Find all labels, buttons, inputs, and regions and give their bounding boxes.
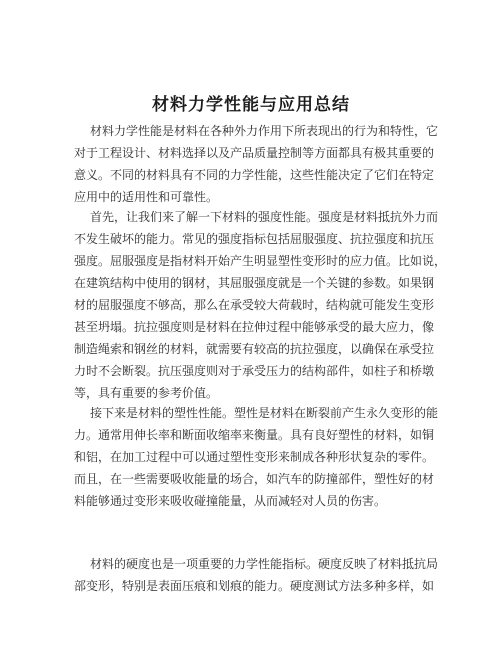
text-line: 意义。不同的材料具有不同的力学性能，这些性能决定了它们在特定 bbox=[74, 168, 435, 182]
text-line: 在建筑结构中使用的钢材，其屈服强度就是一个关键的参数。如果钢 bbox=[74, 276, 435, 290]
text-line: 部变形，特别是表面压痕和划痕的能力。硬度测试方法多种多样，如 bbox=[74, 579, 435, 593]
text-line: 应用中的适用性和可靠性。 bbox=[74, 190, 219, 204]
text-line: 制造绳索和钢丝的材料，就需要有较高的抗拉强度，以确保在承受拉 bbox=[74, 342, 435, 356]
text-line: 和铝，在加工过程中可以通过塑性变形来制成各种形状复杂的零件。 bbox=[74, 450, 435, 464]
text-line: 而且，在一些需要吸收能量的场合，如汽车的防撞部件，塑性好的材 bbox=[74, 472, 435, 486]
text-line: 材料的硬度也是一项重要的力学性能指标。硬度反映了材料抵抗局 bbox=[90, 557, 439, 571]
text-line: 材料力学性能是材料在各种外力作用下所表现出的行为和特性，它 bbox=[90, 124, 439, 138]
text-line: 材的屈服强度不够高，那么在承受较大荷载时，结构就可能发生变形 bbox=[74, 298, 435, 312]
text-line: 不发生破坏的能力。常见的强度指标包括屈服强度、抗拉强度和抗压 bbox=[74, 232, 435, 246]
text-line: 接下来是材料的塑性性能。塑性是材料在断裂前产生永久变形的能 bbox=[90, 406, 439, 420]
document-title: 材料力学性能与应用总结 bbox=[152, 95, 350, 115]
text-line: 料能够通过变形来吸收碰撞能量，从而减轻对人员的伤害。 bbox=[74, 494, 387, 508]
text-line: 强度。屈服强度是指材料开始产生明显塑性变形时的应力值。比如说， bbox=[74, 254, 447, 268]
text-line: 力时不会断裂。抗压强度则对于承受压力的结构部件，如柱子和桥墩 bbox=[74, 364, 435, 378]
text-line: 对于工程设计、材料选择以及产品质量控制等方面都具有极其重要的 bbox=[74, 146, 435, 160]
text-line: 力。通常用伸长率和断面收缩率来衡量。具有良好塑性的材料，如铜 bbox=[74, 428, 435, 442]
text-line: 甚至坍塌。抗拉强度则是材料在拉伸过程中能够承受的最大应力，像 bbox=[74, 320, 435, 334]
text-line: 首先，让我们来了解一下材料的强度性能。强度是材料抵抗外力而 bbox=[90, 210, 439, 224]
text-line: 等，具有重要的参考价值。 bbox=[74, 386, 219, 400]
